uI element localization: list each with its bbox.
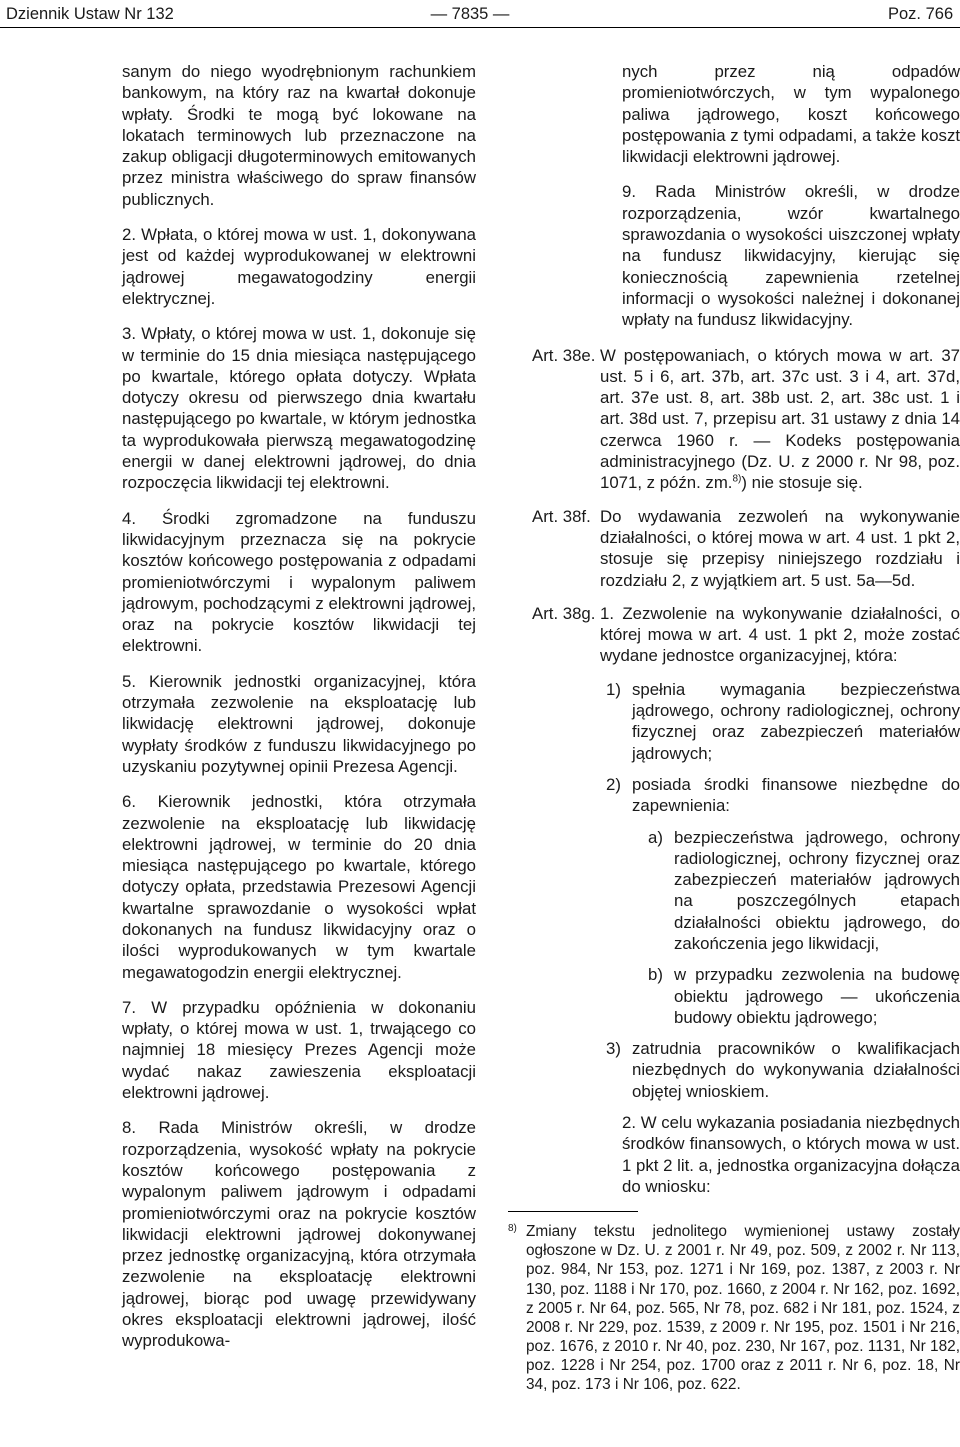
paragraph-6: 6. Kierownik jednostki, która otrzymała zezwolenie na eksploatację lub likwidację elektrowni jądrowej, w terminie do 20 dnia miesiąca następującego po kwartale, którego dotyczy opłata, przedstawia Prezesowi Agencji kwartalne sprawozdanie o wysokości wpłat dokonanych na fundusz likwidacyjny oraz o ilości wyprodukowanych w tym kwartale megawatogodzin energii elektrycznej. [122,792,476,982]
article-38e [508,345,960,494]
list-item-2: 2) posiada środki finansowe niezbędne do zapewnienia: [606,774,960,816]
article-38f-label: Art. 38f. [532,506,591,526]
article-38g [508,603,960,667]
paragraph-7: 7. W przypadku opóźnienia w dokonaniu wpłaty, o której mowa w ust. 1, trwającego co najmniej 18 miesięcy Prezes Agencji może wydać nakaz zawieszenia eksploatacji elektrowni jądrowej. [122,997,476,1103]
paragraph-8: 8. Rada Ministrów określi, w drodze rozporządzenia, wysokość wpłaty na pokrycie kosztów końcowego postępowania z wypalonym paliwem jądrowym i odpadami promieniotwórczymi oraz na pokrycie kosztów likwidacji elektrowni jądrowej dokonywanej przez jednostkę organizacyjną, która otrzymała zezwolenie na eksploatację elektrowni jądrowej, biorąc pod uwagę przewidywany okres eksploatacji elektrowni jądrowej, ilość wyprodukowa- [122,1118,476,1351]
list-item-3: 3) zatrudnia pracowników o kwalifikacjach niezbędnych do wykonywania działalności objętej wnioskiem. [606,1039,960,1101]
footnote [508,1222,960,1394]
position-number: Poz. 766 [888,5,954,23]
page-number: — 7835 — [430,5,510,23]
journal-title: Dziennik Ustaw Nr 132 [6,5,174,23]
paragraph-4: 4. Środki zgromadzone na funduszu likwidacyjnym przeznacza się na pokrycie kosztów końcowego postępowania z odpadami promieniotwórczymi i wypalonym paliwem jądrowym, pochodzącymi z elektrowni jądrowej, oraz na pokrycie kosztów likwidacji tej elektrowni. [122,508,476,656]
article-38g-paragraph-2: 2. W celu wykazania posiadania niezbędnych środków finansowych, o których mowa w ust. 1 pkt 2 lit. a, jednostka organizacyjna dołącza do wniosku: [622,1113,960,1196]
paragraph-3: 3. Wpłaty, o której mowa w ust. 1, dokonuje się w terminie do 15 dnia miesiąca następującego po kwartale, którego opłata dotyczy. Wpłata dotyczy okresu od pierwszego dnia kwartału następującego po kwartale, w którym jednostka ta wyprodukowała pierwszą megawatogodzinę energii w danej elektrowni jądrowej, do dnia rozpoczęcia likwidacji tej elektrowni. [122,324,476,493]
article-38f-text: Do wydawania zezwoleń na wykonywanie działalności, o której mowa w art. 4 ust. 1 pkt 2, stosuje się przepisy niniejszego rozdziału i rozdziału 2, z wyjątkiem art. 5 ust. 5a—5d. [600,506,960,590]
paragraph-9: 9. Rada Ministrów określi, w drodze rozporządzenia, wzór kwartalnego sprawozdania o wysokości uiszczonej wpłaty na fundusz likwidacyjny, kierując się koniecznością zapewnienia rzetelnej informacji o wysokości należnej i dokonanej wpłaty na fundusz likwidacyjny. [622,182,960,330]
header-divider [0,27,960,28]
footnote-mark: 8) [508,1223,517,1235]
article-38g-label: Art. 38g. [532,603,596,623]
list-item-2a: a) bezpieczeństwa jądrowego, ochrony radiologicznej, ochrony fizycznej oraz zabezpieczeń materiałów jądrowych na poszczególnych etapach działalności obiektu jądrowego, do zakończenia jego likwidacji, [648,827,960,953]
article-38e-label: Art. 38e. [532,345,596,365]
footnote-reference: 8) [732,473,742,485]
article-38f [508,506,960,591]
article-38e-text: W postępowaniach, o których mowa w art. 37 ust. 5 i 6, art. 37b, art. 37c ust. 3 i 4, art. 37d, art. 37e ust. 8, art. 38b ust. 2, art. 38c ust. 1 i art. 38d ust. 7, przepisu art. 31 ustawy z dnia 14 czerwca 1960 r. — Kodeks postępowania administracyjnego (Dz. U. z 2000 r. Nr 98, poz. 1071, z późn. zm.$^{8)}$) nie stosuje się. [600,345,960,493]
list-item-2b: b) w przypadku zezwolenia na budowę obiektu jądrowego — ukończenia budowy obiektu jądrowego; [648,965,960,1027]
left-column [122,61,476,1366]
right-column [508,61,960,1394]
article-38g-text: 1. Zezwolenie na wykonywanie działalności, o której mowa w art. 4 ust. 1 pkt 2, może zostać wydane jednostce organizacyjnej, która: [600,603,960,666]
footnote-text: Zmiany tekstu jednolitego wymienionej ustawy zostały ogłoszone w Dz. U. z 2001 r. Nr 49, poz. 509, z 2002 r. Nr 113, poz. 984, Nr 153, poz. 1271 i Nr 169, poz. 1387, z 2003 r. Nr 130, poz. 1188 i Nr 170, poz. 1660, z 2004 r. Nr 162, poz. 1692, z 2005 r. Nr 64, poz. 565, Nr 78, poz. 682 i Nr 181, poz. 1524, z 2008 r. Nr 229, poz. 1539, z 2009 r. Nr 195, poz. 1501 i Nr 216, poz. 1676, z 2010 r. Nr 40, poz. 230, Nr 167, poz. 1131, Nr 182, poz. 1228 i Nr 254, poz. 1700 oraz z 2011 r. Nr 6, poz. 18, Nr 34, poz. 173 i Nr 106, poz. 622. [526,1223,960,1393]
paragraph-2: 2. Wpłata, o której mowa w ust. 1, dokonywana jest od każdej wyprodukowanej w elektrowni jądrowej megawatogodziny energii elektrycznej. [122,225,476,308]
paragraph-8-continuation: nych przez nią odpadów promieniotwórczych, w tym wypalonego paliwa jądrowego, koszt końcowego postępowania z tymi odpadami, a także koszt likwidacji elektrowni jądrowej. [622,62,960,167]
page-header [0,0,960,26]
footnote-divider [508,1211,638,1212]
paragraph-5: 5. Kierownik jednostki organizacyjnej, która otrzymała zezwolenie na eksploatację lub likwidację elektrowni jądrowej, dokonuje wypłaty środków z funduszu likwidacyjnego po uzyskaniu pozytywnej opinii Prezesa Agencji. [122,671,476,776]
list-item-1: 1) spełnia wymagania bezpieczeństwa jądrowego, ochrony radiologicznej, ochrony fizycznej oraz zabezpieczeń materiałów jądrowych; [606,679,960,763]
paragraph-1-continuation: sanym do niego wyodrębnionym rachunkiem bankowym, na który raz na kwartał dokonuje wpłaty. Środki te mogą być lokowane na lokatach terminowych lub przeznaczone na zakup obligacji długoterminowych emitowanych przez ministra właściwego do spraw finansów publicznych. [122,62,476,209]
